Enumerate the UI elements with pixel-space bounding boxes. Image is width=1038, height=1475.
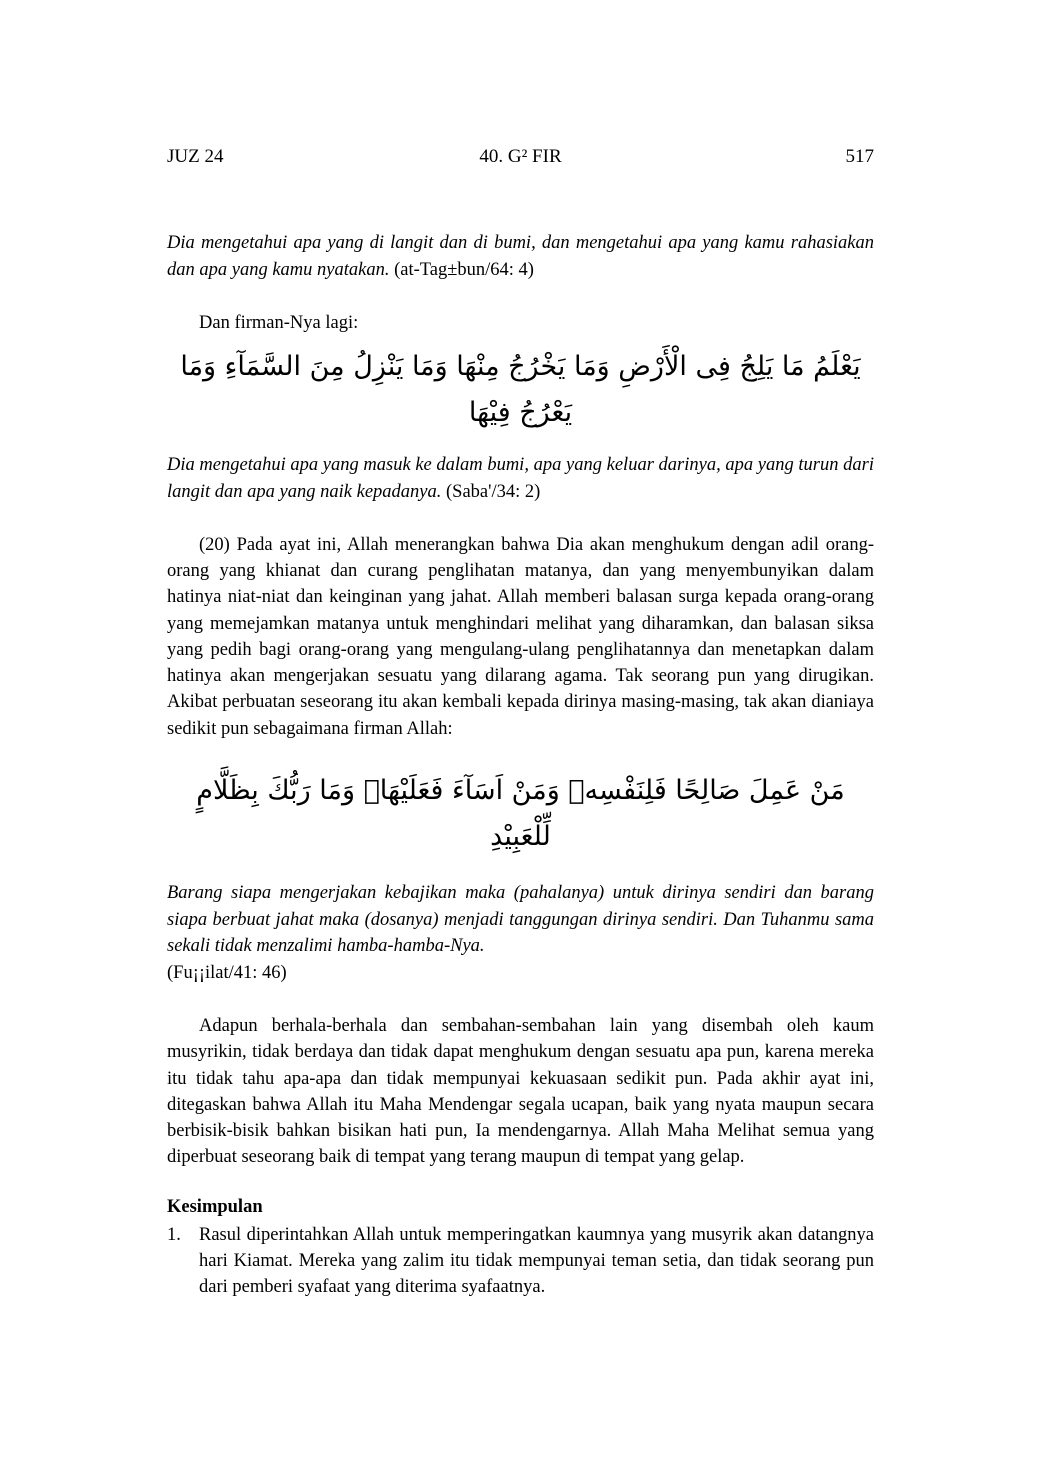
translation-quote-3-text: Barang siapa mengerjakan kebajikan maka (pahalanya) untuk dirinya sendiri dan barang siapa berbuat jahat maka (dosanya) menjadi tanggungan dirinya sendiri. Dan Tuhanmu sama sekali tidak menzalimi hamba-hamba-Nya. xyxy=(167,882,874,957)
kesimpulan-heading: Kesimpulan xyxy=(167,1196,263,1217)
commentary-paragraph-adapun: Adapun berhala-berhala dan sembahan-sembahan lain yang disembah oleh kaum musyrikin, tidak berdaya dan tidak dapat menghukum dengan sesuatu apa pun, karena mereka itu tidak tahu apa-apa dan tidak mempunyai kekuasaan sedikit pun. Pada akhir ayat ini, ditegaskan bahwa Allah itu Maha Mendengar segala ucapan, baik yang nyata maupun secara berbisik-bisik bahkan bisikan hati pun, Ia mendengarnya. Allah Maha Melihat semua yang diperbuat seseorang baik di tempat yang terang maupun di tempat yang gelap. xyxy=(167,1016,874,1168)
header-page-number: 517 xyxy=(845,146,875,167)
intro-line: Dan firman-Nya lagi: xyxy=(199,312,359,333)
translation-quote-3-reference: (Fu¡¡ilat/41: 46) xyxy=(167,963,287,984)
translation-quote-3 xyxy=(167,880,874,987)
translation-quote-1 xyxy=(167,230,874,284)
conclusion-list-item-1 xyxy=(167,1222,874,1301)
commentary-paragraph-20: (20) Pada ayat ini, Allah menerangkan bahwa Dia akan menghukum dengan adil orang-orang yang khianat dan curang penglihatan matanya, dan yang menyembunyikan dalam hatinya niat-niat dan keinginan yang jahat. Allah memberi balasan surga kepada orang-orang yang memejamkan matanya untuk menghindari melihat yang diharamkan, dan balasan siksa yang pedih bagi orang-orang yang mengulang-ulang penglihatannya dan menetapkan dalam hatinya akan mengerjakan sesuatu yang dilarang agama. Tak seorang pun yang dirugikan. Akibat perbuatan seseorang itu akan kembali kepada dirinya masing-masing, tak akan dianiaya sedikit pun sebagaimana firman Allah: xyxy=(167,534,874,739)
translation-quote-2-text: Dia mengetahui apa yang masuk ke dalam bumi, apa yang keluar darinya, apa yang turun dari langit dan apa yang naik kepadanya. xyxy=(167,455,874,503)
arabic-verse-1: يَعْلَمُ مَا يَلِجُ فِى الْأَرْضِ وَمَا يَخْرُجُ مِنْهَا وَمَا يَنْزِلُ مِنَ السَّمَآءِ وَمَا يَعْرُجُ فِيْهَا xyxy=(180,351,861,429)
arabic-verse-2: مَنْ عَمِلَ صَالِحًا فَلِنَفْسِهٖ وَمَنْ اَسَآءَ فَعَلَيْهَاۗ وَمَا رَبُّكَ بِظَلَّامٍ لِّلْعَبِيْدِ xyxy=(196,774,845,852)
list-item-text: Rasul diperintahkan Allah untuk memperingatkan kaumnya yang musyrik akan datangnya hari Kiamat. Mereka yang zalim itu tidak mempunyai teman setia, dan tidak seorang pun dari pemberi syafaat yang diterima syafaatnya. xyxy=(199,1224,874,1298)
list-item-number: 1. xyxy=(167,1224,181,1245)
translation-quote-2-reference: (Saba'/34: 2) xyxy=(446,482,541,503)
page-header xyxy=(167,146,874,168)
header-juz: JUZ 24 xyxy=(167,146,224,167)
header-surah-title: 40. G² FIR xyxy=(479,146,562,167)
translation-quote-1-text: Dia mengetahui apa yang di langit dan di bumi, dan mengetahui apa yang kamu rahasiakan dan apa yang kamu nyatakan. xyxy=(167,233,874,280)
translation-quote-2 xyxy=(167,452,874,506)
translation-quote-1-reference: (at-Tag±bun/64: 4) xyxy=(394,259,534,280)
